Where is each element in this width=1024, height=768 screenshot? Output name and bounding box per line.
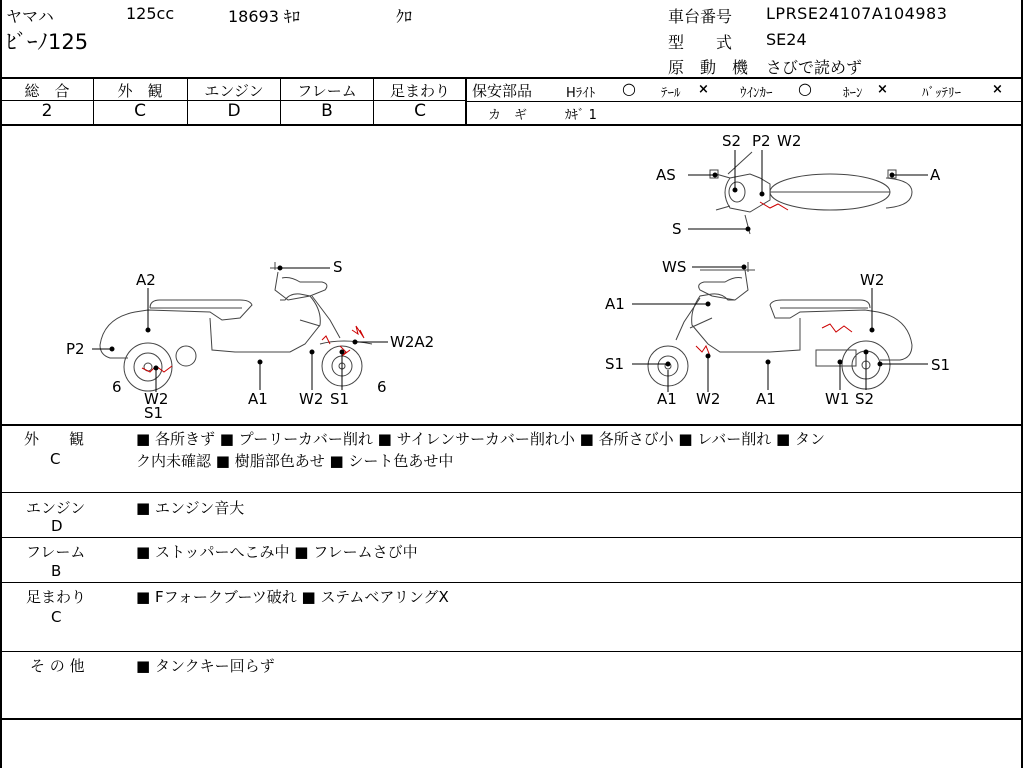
scooter-top-view [710, 152, 912, 234]
note-grade-engine: D [51, 517, 63, 535]
engine-label: 原 動 機 [668, 58, 749, 77]
diagram-label: P2 [66, 340, 85, 358]
diagram-label: AS [656, 166, 676, 184]
note-grade-exterior: C [50, 450, 61, 468]
grade-total: 2 [41, 101, 53, 121]
diagram-label: W1 [825, 390, 850, 408]
model-name: ﾋﾞｰﾉ125 [6, 30, 89, 54]
note-category-exterior: 外 観 [24, 430, 85, 448]
diagram-label: W2A2 [390, 333, 435, 351]
diagram-label: W2 [696, 390, 721, 408]
note-grade-frame: B [51, 562, 62, 580]
diagram-label: W2 [860, 271, 885, 289]
grade-header-suspension: 足まわり [389, 82, 450, 100]
diagram-label: W2 [144, 390, 169, 408]
note-text-frame: ■ ストッパーへこみ中 ■ フレームさび中 [136, 543, 418, 561]
key-value: ｶｷﾞ 1 [565, 108, 597, 123]
safety-item-tail: ﾃｰﾙ [661, 86, 681, 101]
note-text-other: ■ タンクキー回らず [136, 657, 275, 675]
grade-header-total: 総 合 [24, 82, 70, 100]
diagram-label: A1 [756, 390, 776, 408]
diagram-label: W2 [299, 390, 324, 408]
diagram-label: A1 [605, 295, 625, 313]
safety-mark-winker: ○ [798, 79, 812, 98]
grade-suspension: C [414, 101, 426, 121]
safety-item-headlight: Hﾗｲﾄ [566, 86, 596, 101]
diagram-label: A1 [248, 390, 268, 408]
frame-no: LPRSE24107A104983 [766, 4, 948, 23]
diagram-label: A2 [136, 271, 156, 289]
note-category-other: そ の 他 [30, 657, 85, 675]
diagram-label: A [930, 166, 941, 184]
note-text-exterior: ■ 各所きず ■ プーリーカバー削れ ■ サイレンサーカバー削れ小 ■ 各所さび小 ■ レバー削れ ■ タン [136, 430, 825, 448]
grade-frame: B [321, 101, 333, 121]
safety-mark-tail: × [698, 82, 709, 97]
note-text-exterior-2: ク内未確認 ■ 樹脂部色あせ ■ シート色あせ中 [136, 452, 454, 470]
safety-item-battery: ﾊﾞｯﾃﾘｰ [922, 86, 961, 101]
note-grade-suspension: C [51, 608, 62, 626]
safety-item-winker: ｳｲﾝｶｰ [740, 86, 773, 101]
maker: ヤマハ [6, 7, 54, 26]
diagram-label: S1 [931, 356, 951, 374]
note-category-frame: フレーム [26, 543, 86, 561]
diagram-label: WS [662, 258, 687, 276]
grade-engine: D [227, 101, 241, 121]
displacement: 125cc [126, 4, 175, 23]
safety-label: 保安部品 [472, 82, 533, 100]
type-label: 型 式 [668, 33, 733, 52]
frame-no-label: 車台番号 [668, 7, 733, 26]
diagram-label: S [672, 220, 682, 238]
body-color: ｸﾛ [396, 7, 413, 26]
diagram-label: S1 [605, 355, 625, 373]
note-category-suspension: 足まわり [26, 588, 87, 606]
engine-value: さびで読めず [766, 58, 863, 77]
note-text-engine: ■ エンジン音大 [136, 499, 245, 517]
grade-header-engine: エンジン [204, 82, 264, 100]
note-text-suspension: ■ Fフォークブーツ破れ ■ ステムベアリングX [136, 588, 449, 606]
diagram-label: W2 [777, 132, 802, 150]
diagram-label: S2 [722, 132, 742, 150]
diagram-label: A1 [657, 390, 677, 408]
note-category-engine: エンジン [26, 499, 86, 517]
key-label: カ ギ [488, 108, 528, 123]
diagram-label: 6 [377, 378, 387, 396]
diagram-label: S1 [330, 390, 350, 408]
damage-diagram [0, 125, 1022, 423]
diagram-label: P2 [752, 132, 771, 150]
diagram-label: S [333, 258, 343, 276]
mileage: 18693 ｷﾛ [228, 7, 300, 26]
diagram-label: S2 [855, 390, 875, 408]
safety-mark-headlight: ○ [622, 79, 636, 98]
grade-header-frame: フレーム [297, 82, 357, 100]
type-value: SE24 [766, 30, 807, 49]
grade-header-exterior: 外 観 [117, 82, 163, 100]
safety-mark-battery: × [992, 82, 1003, 97]
safety-mark-horn: × [877, 82, 888, 97]
safety-item-horn: ﾎｰﾝ [843, 86, 863, 101]
diagram-label: 6 [112, 378, 122, 396]
grade-exterior: C [134, 101, 146, 121]
diagram-label: S1 [144, 404, 164, 422]
